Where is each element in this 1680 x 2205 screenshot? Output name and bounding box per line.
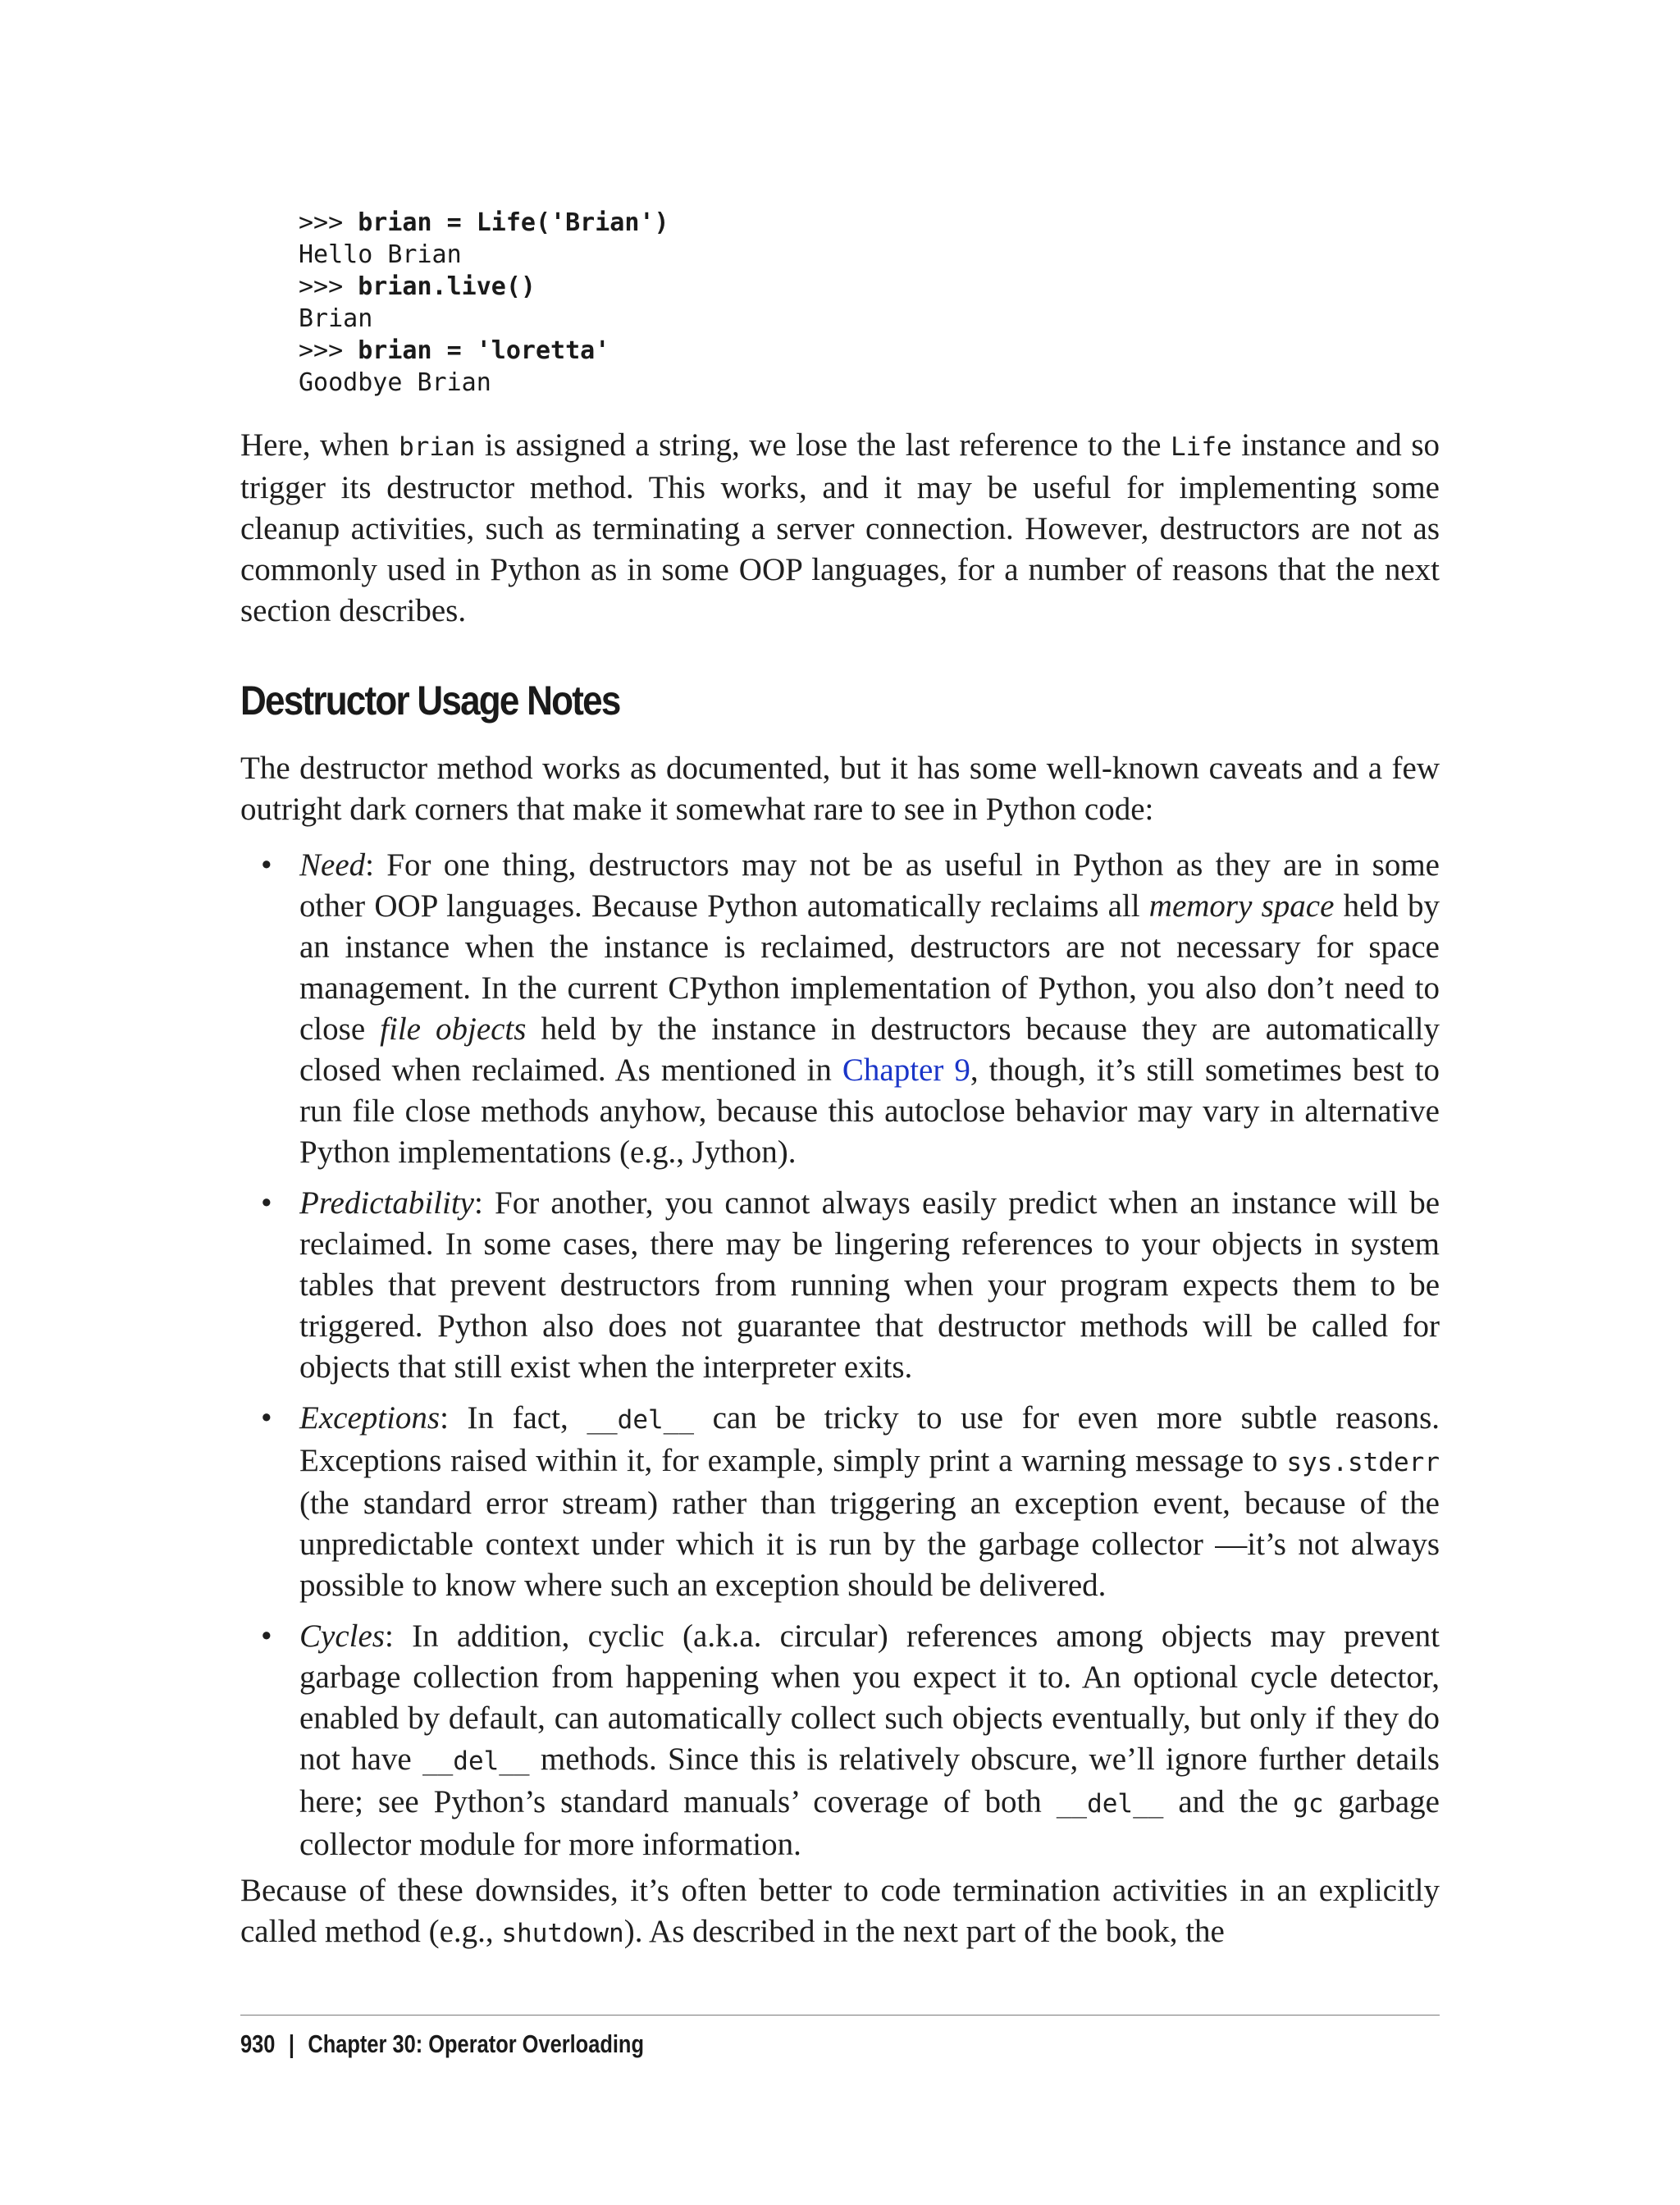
paragraph-caveats: The destructor method works as documented, but it has some well-known caveats and a few outright dark corners that make it somewhat rare to see in Python code: <box>240 751 1440 827</box>
chapter-title: Chapter 30: Operator Overloading <box>308 2029 644 2058</box>
code-line: >>> brian = Life('Brian') <box>299 208 669 237</box>
caveat-list <box>240 845 1440 1875</box>
code-line: Brian <box>299 304 373 333</box>
code-line: >>> brian = 'loretta' <box>299 336 610 365</box>
list-item-need: • Need: For one thing, destructors may not be as useful in Python as they are in some other OOP languages. Because Python automatically reclaims all memory space held by an instance when the instance is reclaimed, destructors are not necessary for space management. In the current CPython implementation of Python, you also don’t need to close file objects held by the instance in destructors because they are automatically closed when reclaimed. As mentioned in Chapter 9, though, it’s still sometimes best to run file close methods anyhow, because this autoclose behavior may vary in alternative Python implementations (e.g., Jython). <box>240 845 1440 1173</box>
code-line: Goodbye Brian <box>299 368 491 397</box>
chapter-9-link[interactable]: Chapter 9 <box>842 1052 970 1088</box>
bullet-dot: • <box>261 847 272 883</box>
paragraph-downsides: Because of these downsides, it’s often better to code termination activities in an explicitly called method (e.g., shutdown). As described in the next part of the book, the <box>240 1873 1440 1949</box>
footer-rule <box>240 2015 1440 2016</box>
page-number: 930 <box>240 2029 276 2058</box>
paragraph-intro: Here, when brian is assigned a string, we lose the last reference to the Life instance and so trigger its destructor method. This works, and it may be useful for implementing some cleanup activities, such as terminating a server connection. However, destructors are not as commonly used in Python as in some OOP languages, for a number of reasons that the next section describes. <box>240 427 1440 628</box>
code-example <box>299 207 1447 399</box>
page-footer <box>240 2026 644 2062</box>
section-heading: Destructor Usage Notes <box>240 678 620 724</box>
list-item-cycles: • Cycles: In addition, cyclic (a.k.a. circular) references among objects may prevent garbage collection from happening when you expect it to. An optional cycle detector, enabled by default, can automatically collect such objects eventually, but only if they do not have __del__ methods. Since this is relatively obscure, we’ll ignore further details here; see Python’s standard manuals’ coverage of both __del__ and the gc garbage collector module for more information. <box>240 1616 1440 1865</box>
list-item-exceptions: • Exceptions: In fact, __del__ can be tricky to use for even more subtle reasons. Exceptions raised within it, for example, simply print a warning message to sys.stderr (the standard error stream) rather than triggering an exception event, because of the unpredictable context under which it is run by the garbage collector —it’s not always possible to know where such an exception should be delivered. <box>240 1398 1440 1606</box>
bullet-dot: • <box>261 1400 272 1436</box>
bullet-dot: • <box>261 1185 272 1221</box>
bullet-dot: • <box>261 1618 272 1654</box>
list-item-predictability: • Predictability: For another, you cannot always easily predict when an instance will be reclaimed. In some cases, there may be lingering references to your objects in system tables that prevent destructors from running when your program expects them to be triggered. Python also does not guarantee that destructor methods will be called for objects that still exist when the interpreter exits. <box>240 1183 1440 1388</box>
footer-separator: | <box>288 2029 294 2058</box>
code-line: Hello Brian <box>299 240 462 269</box>
code-line: >>> brian.live() <box>299 272 536 301</box>
